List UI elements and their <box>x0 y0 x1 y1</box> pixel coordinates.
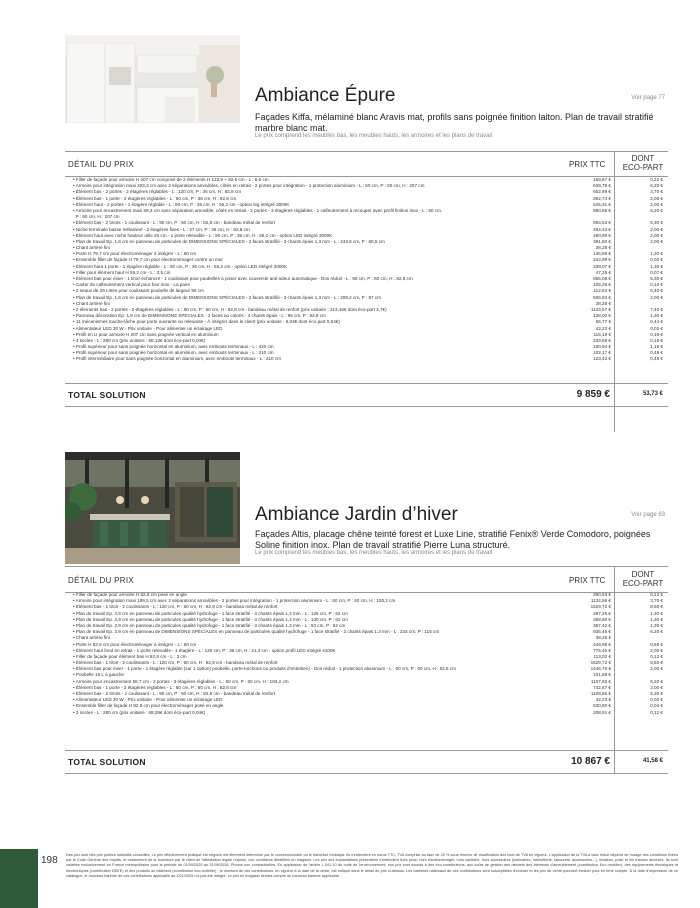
row-price: 123,43 € <box>593 356 611 362</box>
row-description: • Profil en U pour armoire H 207 cm sans poignée vertical en aluminium <box>73 331 219 337</box>
row-eco-part: 1,30 € <box>650 313 663 319</box>
row-eco-part: 2,00 € <box>650 666 663 672</box>
row-description: • Élément bas - 1 tiroir - 2 coulissants - L : 120 cm, P : 60 cm, H : 82,8 cm - bandeau métal de renfort <box>73 660 278 666</box>
row-price: 42,23 € <box>595 697 611 703</box>
see-page-reference[interactable]: Voir page 83 <box>631 512 665 518</box>
row-description: • Alimentateur LED 30 W - Prix unitaire - Pour alimenter un éclairage LED <box>73 325 223 331</box>
row-price: 545,31 € <box>593 201 611 207</box>
section-subtitle: Façades Altis, placage chêne teinté forest et Luxe Line, stratifié Fenix® Verde Comodoro, poignées Soline finition inox. Plan de travail stratifié Pierre Luna structuré. <box>255 529 651 550</box>
row-eco-part: 0,12 € <box>650 653 663 659</box>
row-price: 680,65 € <box>593 207 611 213</box>
row-price: 136,59 € <box>593 251 611 257</box>
row-description: P : 60 cm, H : 207 cm <box>73 214 120 220</box>
row-eco-part: 0,48 € <box>650 350 663 356</box>
row-description: • 4 socles - L : 280 cm (prix unitaire : 58,13€ dont éco-part 0,04€) <box>73 337 206 343</box>
row-description: • 2 éléments bas - 2 portes - 2 étagères réglables - L : 90 cm, P : 60 cm, H : 82,8 cm - bandeau métal de renfort (prix unitaire : 313,16€ dont éco-part 3,7€) <box>73 306 387 312</box>
row-eco-part: 1,30 € <box>650 251 663 257</box>
price-rows <box>65 177 668 363</box>
row-description: • Porte H 82,5 cm pour électroménager à intégrer - L : 60 cm <box>73 641 197 647</box>
row-eco-part: 0,12 € <box>650 592 663 597</box>
row-price: 297,25 € <box>593 610 611 616</box>
row-price: 116,19 € <box>593 331 611 337</box>
row-price: 180,94 € <box>593 344 611 350</box>
row-price: 894,53 € <box>593 220 611 226</box>
row-description: • Plan de travail Ep. 2,9 cm en panneau de particules qualité hydrofuge - 1 face stratifié - 3 chants épais 1,3 mm - L : 125 cm, P : 62 cm <box>73 610 348 616</box>
row-eco-part: 0,04 € <box>650 703 663 709</box>
row-description: • Élément bas - 2 portes - 2 étagères réglables - L : 120 cm, P : 36 cm, H : 82,8 cm <box>73 189 242 195</box>
section-title: Ambiance Jardin d’hiver <box>255 504 458 525</box>
price-rows <box>65 592 668 716</box>
row-price: 362,74 € <box>593 195 611 201</box>
row-price: 1143,57 € <box>590 306 611 312</box>
header-price: PRIX TTC <box>569 160 606 169</box>
row-description: • Profil intermédiaire pour sans poignée horizontal en aluminium, avec embouts terminaux - L : 210 cm <box>73 356 282 362</box>
row-eco-part: 0,48 € <box>650 356 663 362</box>
row-price: 490,90 € <box>593 232 611 238</box>
row-eco-part: 3,70 € <box>650 598 663 604</box>
kitchen-image-white <box>65 35 240 123</box>
row-description: • Niche terminale basse mélaminé - 2 étagères fixes - L : 27 cm, P : 36 cm, H : 82,8 cm <box>73 226 250 232</box>
row-eco-part: 5,30 € <box>650 276 663 281</box>
row-description: • Carter de calfeutrement vertical pour four inox - La paire <box>73 282 191 288</box>
total-row <box>65 750 668 774</box>
row-description: • 3 socles - L : 280 cm (prix unitaire : 69,29€ dont éco-part 0,04€) <box>73 709 206 715</box>
row-description: • Armoire pour intégration maxi 189,5 cm avec 2 séparations amovibles - 2 portes pour intégration - 1 protection aluminium - L : 60 cm, P : 60 cm, H : 193,2 cm <box>73 598 396 604</box>
row-eco-part: 0,56 € <box>650 641 663 647</box>
section-title: Ambiance Épure <box>255 85 396 106</box>
row-description: • Chant arrière fini <box>73 245 110 251</box>
row-price: 338,07 € <box>593 263 611 269</box>
row-description: • Armoire pour intégration maxi 203,3 cm avec 2 séparations amovibles, côtés en retrait - 2 portes pour intégration - 1 protection aluminium - L : 60 cm, P : 60 cm, H : 207 cm <box>73 183 425 189</box>
row-description: • Filler de façade pour armoire H 207 cm composé de 2 éléments H 123,9 + 82,5 cm - L : 5,5 cm <box>73 177 269 182</box>
kitchen-photo-epure <box>65 35 240 123</box>
row-eco-part: 1,30 € <box>650 616 663 622</box>
row-price: 112,53 € <box>593 288 611 294</box>
row-price: 105,26 € <box>593 282 611 288</box>
row-eco-part: 1,30 € <box>650 263 663 269</box>
total-price: 9 859 € <box>576 389 610 400</box>
row-eco-part: 5,30 € <box>650 220 663 226</box>
row-price: 855,06 € <box>593 276 611 281</box>
header-eco: DONT ECO-PART <box>622 154 664 172</box>
total-eco: 53,73 € <box>642 391 663 397</box>
row-description: • Élément bas - 1 porte - 2 étagères réglables - L : 60 cm, P : 60 cm, H : 82,8 cm <box>73 684 237 690</box>
row-price: 506,83 € <box>593 294 611 300</box>
total-label: TOTAL SOLUTION <box>68 757 146 767</box>
price-table-header <box>65 151 668 177</box>
row-price: 775,45 € <box>593 647 611 653</box>
row-price: 935,46 € <box>593 629 611 635</box>
row-eco-part: 0,16 € <box>650 337 663 343</box>
row-description: • Élément haut - 2 portes - 1 étagère réglable - L : 90 cm, P : 36 cm, H : 55,2 cm - option leg intégré 3000K <box>73 201 290 207</box>
row-eco-part: 1,30 € <box>650 610 663 616</box>
row-price: 1446,76 € <box>590 666 611 672</box>
section-subtitle: Façades Kiffa, mélaminé blanc Aravis mat, profils sans poignée finition laiton. Plan de travail stratifié marbre blanc mat. <box>255 112 654 133</box>
total-row <box>65 383 668 407</box>
price-row <box>65 710 668 716</box>
row-eco-part: 0,40 € <box>650 288 663 294</box>
row-price: 113,02 € <box>593 653 611 659</box>
row-price: 1629,72 € <box>590 604 611 610</box>
row-description: • Filler de façade pour armoire H 82,8 cm posé en angle <box>73 592 187 597</box>
row-eco-part: 6,20 € <box>650 678 663 684</box>
row-eco-part: 0,07 € <box>650 269 663 275</box>
header-price: PRIX TTC <box>569 576 606 585</box>
row-eco-part: 0,19 € <box>650 331 663 337</box>
row-description: • Panneau décoration Ep. 1,8 cm de DIMENSIONS SPÉCIALES - 2 faces au coloris - 4 chants épais - L : 96 cm, P : 82,8 cm <box>73 313 326 319</box>
row-eco-part: 0,02 € <box>650 257 663 263</box>
row-price: 169,67 € <box>593 177 611 182</box>
row-price: 1108,85 € <box>590 691 611 696</box>
row-description: • Élément haut fond en retrait - 1 porte relevable - 1 étagère - L : 120 cm, P : 36 cm, H : 41,4 cm - option profil LED intégré 4100K <box>73 647 336 653</box>
total-price: 10 867 € <box>571 756 610 767</box>
row-eco-part: 0,12 € <box>650 709 663 715</box>
section-note: Le prix comprend les meubles bas, les meubles hauts, les armoires et les plans de travail <box>255 133 493 139</box>
row-description: • Ensemble filler de façade H 82,8 cm pour électroménager posé en angle <box>73 703 224 709</box>
row-eco-part: 1,15 € <box>650 344 663 350</box>
header-detail: DÉTAIL DU PRIX <box>68 160 134 169</box>
row-eco-part: 2,00 € <box>650 201 663 207</box>
row-price: 47,25 € <box>595 269 611 275</box>
row-description: • Élément bas - 2 tiroirs - 1 coulissant - L : 90 cm, P : 60 cm, H : 82,8 cm - bandeau métal de renfort <box>73 691 276 696</box>
price-row <box>65 356 668 362</box>
row-description: • Plan de travail Ep. 2,9 cm en panneau de particules qualité hydrofuge - 1 face stratifié - 3 chants épais 1,3 mm - L : 93 cm, P : 62 cm <box>73 622 346 628</box>
section-note: Le prix comprend les meubles bas, les meubles hauts, les armoires et les plans de travail <box>255 550 493 556</box>
row-eco-part: 2,00 € <box>650 195 663 201</box>
row-price: 208,91 € <box>593 709 611 715</box>
see-page-reference[interactable]: Voir page 77 <box>631 95 665 101</box>
row-price: 367,42 € <box>593 622 611 628</box>
row-price: 464,43 € <box>593 226 611 232</box>
price-table-header <box>65 566 668 593</box>
row-price: 449,95 € <box>593 641 611 647</box>
row-description: • Filler pour élément haut H 55,2 cm - L : 3,5 cm <box>73 269 171 275</box>
row-eco-part: 0,22 € <box>650 177 663 182</box>
row-eco-part: 2,00 € <box>650 226 663 232</box>
total-eco: 41,58 € <box>642 758 663 764</box>
row-eco-part: 2,00 € <box>650 294 663 300</box>
row-description: • Élément bas pour évier - 1 tiroir échancré - 1 coulissant pour poubelles à poser avec couvercle anti-odeur automatique - Dos réduit - L : 90 cm, P : 60 cm, H : 82,8 cm <box>73 276 413 281</box>
row-description: • Élément bas - 2 tiroirs - 1 coulissant - L : 90 cm, P : 60 cm, H : 82,8 cm - bandeau métal de renfort <box>73 220 276 226</box>
row-price: 243,99 € <box>593 257 611 263</box>
row-eco-part: 2,00 € <box>650 647 663 653</box>
row-eco-part: 1,30 € <box>650 622 663 628</box>
row-description: • Porte H 79,7 cm pour électroménager à intégrer - L : 60 cm <box>73 251 197 257</box>
row-eco-part: 0,02 € <box>650 325 663 331</box>
row-price: 1134,56 € <box>590 598 611 604</box>
row-price: 38,28 € <box>595 245 611 251</box>
row-price: 101,69 € <box>593 672 611 678</box>
row-eco-part: 2,00 € <box>650 232 663 238</box>
row-eco-part: 6,20 € <box>650 183 663 189</box>
row-eco-part: 7,40 € <box>650 306 663 312</box>
row-description: • Plan de travail Ep. 2,9 cm en panneau de particules qualité hydrofuge - 1 face stratifié - 3 chants épais 1,3 mm - L : 130 cm, P : 62 cm <box>73 616 348 622</box>
row-description: • Chant arrière fini <box>73 300 110 306</box>
row-description: • Élément bas pour évier - 1 porte - 1 étagère réglable (sur 1 option) poubelle, porte-torchons ou produits d'entretien) - Dos réduit - 1 protection aluminium - L : 60 cm, P : 60 cm, H : 82,8 cm <box>73 666 456 672</box>
row-eco-part: 3,70 € <box>650 189 663 195</box>
row-price: 138,00 € <box>593 313 611 319</box>
row-description: • Plan de travail Ep. 1,8 cm en panneau de particules de DIMENSIONS SPÉCIALES - 2 faces stratifié - 3 chants épais 1,3 mm - L : 209,2 cm, P : 97 cm <box>73 294 382 300</box>
row-description: • 2 seaux de 29 Litres pour coulissant poubelle de largeur 90 cm <box>73 288 204 294</box>
row-description: • Alimentateur LED 30 W - Prix unitaire - Pour alimenter un éclairage LED <box>73 697 223 703</box>
row-price: 639,79 € <box>593 183 611 189</box>
row-eco-part: 6,20 € <box>650 629 663 635</box>
row-description: • 11 mécanismes touche-lâche pour porte ouvrante ou relevante - À intégrer dans le client (prix unitaire : 6,04€ dont éco-part 0,04€) <box>73 319 340 325</box>
total-label: TOTAL SOLUTION <box>68 390 146 400</box>
page-number: 198 <box>41 855 58 866</box>
row-price: 1629,72 € <box>590 660 611 666</box>
row-description: • Plan de travail Ep. 2,9 cm en panneau de DIMENSIONS SPÉCIALES en panneau de particules qualité hydrofuge - 1 face stratifié - 3 chants épais 1,3 mm - L : 234 cm, P : 115 cm <box>73 629 440 635</box>
brand-color-strip <box>0 849 38 908</box>
row-price: 233,68 € <box>593 337 611 343</box>
row-description: • Plan de travail Ep. 1,8 cm en panneau de particules de DIMENSIONS SPÉCIALES - 2 faces stratifié - 3 chants épais 1,3 mm - L : 243,5 cm, P : 60,5 cm <box>73 238 385 244</box>
row-price: 66,77 € <box>595 319 611 325</box>
row-price: 1107,60 € <box>590 678 611 684</box>
header-detail: DÉTAIL DU PRIX <box>68 576 134 585</box>
row-description: • Profil supérieur pour sans poignée horizontal en aluminium, avec embouts terminaux - L : 420 cm <box>73 344 274 350</box>
row-description: • Ensemble filler de façade H 79,7 cm pour électroménager contre un mur <box>73 257 223 263</box>
legal-footnote: Des prix sont des prix publics indicatifs conseillés. Le prix effectivement pratiqué est négocié est librement déterminé par le concessionnaire ou le franchisé Mobalpa. Ils s'entendent en euros TTC, TVA comprise au taux de 20 % sous réserve de modification des taux de TVA en vigueur. L'application de la TVA à taux réduit dépend de l'usage des conditions fixées par le Code Général des Impôts, et notamment de la fourniture par le client de l'attestation légale requise, voir conditions détaillées en magasin. Les prix des implantations présentées s'entendent hors pose, hors électroménager, hors sanitaire, hors accessoires (luminaires, robinetterie, tabourets, accessoires...), livraison, pose et les travaux annexes. Ils sont valables exclusivement en France métropolitaine pour la période du 01/09/2025 au 31/08/2026. Photos non contractuelles. En application de l'article L.541-10 du code de l'environnement, nos prix sont soumis à des éco-contributions, aux coûts de gestion des déchets des éléments d'ameublement (contribution Eco-mobilier), des équipements électriques et électroniques (contribution DEEE) et des produits du bâtiment (contribution éco-mobilier) ; le montant de ces contributions, en vigueur à la date de la vente, est indiqué dans le détail du prix ci-dessus. Les barèmes nationaux de ces contributions sont susceptibles d'évoluer et les prix de vente pourront évoluer pour en tenir compte. À la date d'impression de ce catalogue, le nouveau barème de ces contributions applicable au 1/01/2025 n'a pas été intégré. Le prix en magasin tiendra compte du nouveau barème applicable. <box>66 853 678 878</box>
row-description: • Armoire pour encastrement maxi 68,3 cm avec séparation amovible, côtés en retrait - 2 portes - 3 étagères réglables - 1 calfeutrement à recouper avec profil finition inox - L : 60 cm, <box>73 207 443 213</box>
row-eco-part: 2,00 € <box>650 684 663 690</box>
row-description: • Chant arrière fini <box>73 635 110 641</box>
row-description: • Élément haut 1 porte - 1 étagère réglable - L : 60 cm, P : 36 cm, H : 55,2 cm - option LED intégré 3000K <box>73 263 288 269</box>
row-description: • Élément haut avec niche hauteur utile 26 cm - 1 porte relevable - L : 90 cm, P : 36 cm, H : 55,2 cm - option LED intégré 3000K <box>73 232 333 238</box>
row-price: 358,80 € <box>593 616 611 622</box>
kitchen-photo-jardin <box>65 452 240 564</box>
row-price: 42,23 € <box>595 325 611 331</box>
row-price: 102,17 € <box>593 350 611 356</box>
row-eco-part: 0,44 € <box>650 319 663 325</box>
row-price: 530,90 € <box>593 703 611 709</box>
row-price: 391,80 € <box>593 238 611 244</box>
row-eco-part: 6,20 € <box>650 207 663 213</box>
kitchen-image-green <box>65 452 240 564</box>
row-price: 38,28 € <box>595 300 611 306</box>
row-price: 742,67 € <box>593 684 611 690</box>
row-description: • Poubelle 15 L à gauche <box>73 672 124 678</box>
header-eco: DONT ECO-PART <box>622 570 664 588</box>
row-price: 652,89 € <box>593 189 611 195</box>
row-price: 390,63 € <box>593 592 611 597</box>
row-description: • Profil supérieur pour sans poignée horizontal en aluminium, avec embouts terminaux - L : 210 cm <box>73 350 274 356</box>
row-eco-part: 0,10 € <box>650 282 663 288</box>
row-eco-part: 8,50 € <box>650 604 663 610</box>
row-description: • Élément bas - 1 porte - 2 étagères réglables - L : 60 cm, P : 36 cm, H : 82,8 cm <box>73 195 237 201</box>
row-eco-part: 5,30 € <box>650 691 663 696</box>
row-eco-part: 2,00 € <box>650 238 663 244</box>
row-description: • Filler de façade pour élément bas H 82,8 cm - L : 3 cm <box>73 653 187 659</box>
row-eco-part: 8,50 € <box>650 660 663 666</box>
row-eco-part: 0,02 € <box>650 697 663 703</box>
row-price: 38,28 € <box>595 635 611 641</box>
row-description: • Élément bas - 1 tiroir - 2 coulissants - L : 120 cm, P : 60 cm, H : 82,8 cm - bandeau métal de renfort <box>73 604 278 610</box>
row-description: • Armoire pour encastrement 58,7 cm - 2 portes - 3 étagères réglables - L : 60 cm, P : 60 cm, H : 193,2 cm <box>73 678 289 684</box>
